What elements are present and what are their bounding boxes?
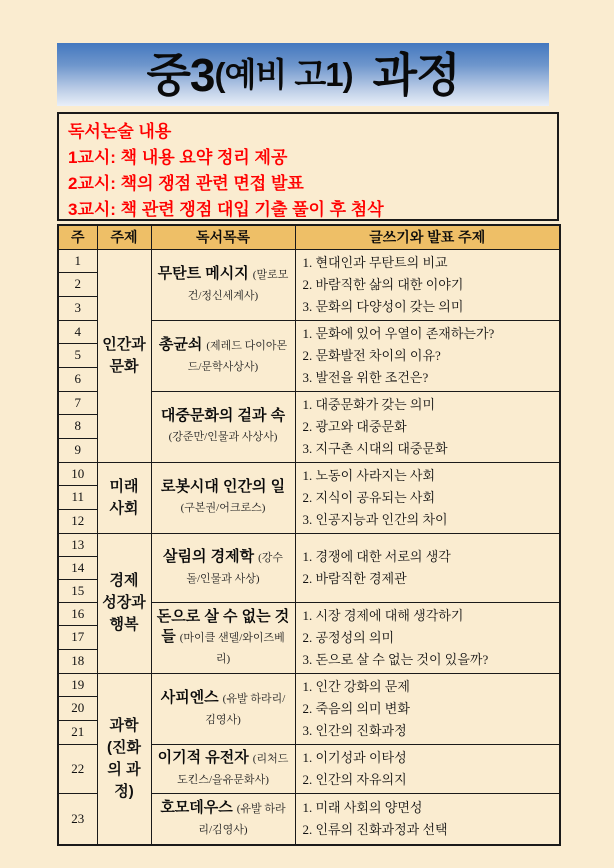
- week-cell: 14: [58, 556, 97, 579]
- topic-line: 1. 경쟁에 대한 서로의 생각: [302, 548, 451, 564]
- book-publisher: (제레드 다이아몬드/문학사상사): [187, 339, 288, 373]
- book-publisher: (유발 하라리/김영사): [205, 692, 286, 726]
- book-publisher: (리처드 도킨스/을유문화사): [177, 752, 289, 786]
- week-cell: 18: [58, 649, 97, 673]
- topics-cell: [295, 391, 560, 462]
- book-cell: [151, 249, 295, 320]
- week-cell: 8: [58, 415, 97, 439]
- topic-line: 1. 문화에 있어 우열이 존재하는가?: [302, 325, 495, 341]
- week-cell: 13: [58, 533, 97, 556]
- topic-line: 3. 돈으로 살 수 없는 것이 있을까?: [302, 651, 489, 667]
- week-cell: 9: [58, 438, 97, 462]
- topics-cell: [295, 744, 560, 793]
- book-title: 대중문화의 겉과 속: [160, 407, 286, 424]
- week-cell: 10: [58, 462, 97, 486]
- week-cell: 20: [58, 697, 97, 721]
- book-cell: [151, 462, 295, 533]
- theme-cell-human-culture: 인간과 문화: [97, 249, 151, 462]
- book-cell: [151, 533, 295, 602]
- week-cell: 3: [58, 296, 97, 320]
- topics-cell: [295, 462, 560, 533]
- book-publisher: (구본권/어크로스): [180, 502, 266, 514]
- book-title: 호모데우스: [160, 798, 233, 816]
- topic-line: 3. 발전을 위한 조건은?: [302, 369, 429, 385]
- topic-line: 2. 공정성의 의미: [302, 629, 395, 645]
- title-sub: (예비 고1): [214, 56, 353, 93]
- week-cell: 11: [58, 486, 97, 510]
- book-cell: [151, 744, 295, 793]
- table-row: [58, 249, 560, 273]
- theme-cell-future-society: 미래 사회: [97, 462, 151, 533]
- topic-line: 1. 시장 경제에 대해 생각하기: [302, 607, 464, 623]
- topic-line: 2. 인류의 진화과정과 선택: [302, 821, 448, 837]
- header-theme: 주제: [97, 225, 151, 249]
- book-title: 무탄트 메시지: [157, 264, 249, 282]
- book-cell: [151, 320, 295, 391]
- topics-cell: [295, 673, 560, 744]
- topic-line: 3. 지구촌 시대의 대중문화: [302, 440, 448, 456]
- book-cell: [151, 673, 295, 744]
- topic-line: 1. 노동이 사라지는 사회: [302, 467, 436, 483]
- reading-essay-notice-box: [57, 112, 559, 221]
- book-cell: [151, 793, 295, 845]
- week-cell: 15: [58, 579, 97, 602]
- theme-cell-economy-happiness: 경제 성장과 행복: [97, 533, 151, 673]
- week-cell: 2: [58, 273, 97, 297]
- topics-cell: [295, 602, 560, 673]
- topic-line: 2. 바람직한 경제관: [302, 570, 407, 586]
- topics-cell: [295, 793, 560, 845]
- notice-period-1: 1교시: 책 내용 요약 정리 제공: [68, 148, 288, 167]
- theme-cell-science-evolution: 과학 (진화의 과정): [97, 673, 151, 845]
- book-publisher: (유발 하라리/김영사): [198, 802, 286, 836]
- week-cell: 23: [58, 793, 97, 845]
- topic-line: 3. 문화의 다양성이 갖는 의미: [302, 298, 464, 314]
- book-title: 총균쇠: [158, 335, 203, 353]
- topics-cell: [295, 320, 560, 391]
- header-week: 주: [58, 225, 97, 249]
- book-title: 사피엔스: [160, 688, 219, 706]
- book-title: 돈으로 살 수 없는 것들: [156, 607, 290, 645]
- topic-line: 1. 미래 사회의 양면성: [302, 799, 423, 815]
- header-topics: 글쓰기와 발표 주제: [295, 225, 560, 249]
- topic-line: 2. 문화발전 차이의 이유?: [302, 347, 441, 363]
- topic-line: 2. 바람직한 삶의 대한 이야기: [302, 276, 464, 292]
- topic-line: 2. 죽음의 의미 변화: [302, 700, 410, 716]
- topics-cell: [295, 533, 560, 602]
- book-title: 로봇시대 인간의 일: [160, 478, 286, 495]
- topic-line: 1. 대중문화가 갖는 의미: [302, 396, 436, 412]
- week-cell: 1: [58, 249, 97, 273]
- table-row: [58, 673, 560, 697]
- book-cell: [151, 391, 295, 462]
- book-publisher: (강준만/인물과 사상사): [168, 431, 278, 443]
- table-header-row: [58, 225, 560, 249]
- notice-period-2: 2교시: 책의 쟁점 관련 면접 발표: [68, 174, 304, 193]
- week-cell: 5: [58, 344, 97, 368]
- book-publisher: (강수돌/인물과 사상): [186, 551, 284, 585]
- week-cell: 6: [58, 367, 97, 391]
- topic-line: 2. 지식이 공유되는 사회: [302, 489, 436, 505]
- week-cell: 21: [58, 720, 97, 744]
- week-cell: 17: [58, 626, 97, 650]
- topic-line: 1. 이기성과 이타성: [302, 749, 407, 765]
- table-row: [58, 533, 560, 556]
- book-title: 이기적 유전자: [157, 748, 249, 766]
- book-publisher: (말로모건/정신세계사): [187, 268, 289, 302]
- book-cell: [151, 602, 295, 673]
- title-banner: [57, 43, 549, 106]
- week-cell: 4: [58, 320, 97, 344]
- table-row: [58, 462, 560, 486]
- curriculum-table: [57, 224, 561, 846]
- week-cell: 7: [58, 391, 97, 415]
- week-cell: 22: [58, 744, 97, 793]
- book-publisher: (마이클 샌델/와이즈베리): [179, 631, 285, 665]
- notice-period-3: 3교시: 책 관련 쟁점 대입 기출 풀이 후 첨삭: [68, 200, 384, 219]
- book-title: 살림의 경제학: [162, 547, 255, 565]
- topics-cell: [295, 249, 560, 320]
- week-cell: 19: [58, 673, 97, 697]
- topic-line: 3. 인간의 진화과정: [302, 722, 407, 738]
- topic-line: 3. 인공지능과 인간의 차이: [302, 511, 448, 527]
- week-cell: 12: [58, 509, 97, 533]
- notice-heading: 독서논술 내용: [68, 122, 172, 141]
- topic-line: 2. 인간의 자유의지: [302, 771, 407, 787]
- topic-line: 1. 현대인과 무탄트의 비교: [302, 254, 448, 270]
- header-books: 독서목록: [151, 225, 295, 249]
- topic-line: 2. 광고와 대중문화: [302, 418, 407, 434]
- topic-line: 1. 인간 강화의 문제: [302, 678, 410, 694]
- week-cell: 16: [58, 602, 97, 626]
- title-course-word: 과정: [372, 48, 460, 101]
- title-grade: 중3: [146, 48, 215, 101]
